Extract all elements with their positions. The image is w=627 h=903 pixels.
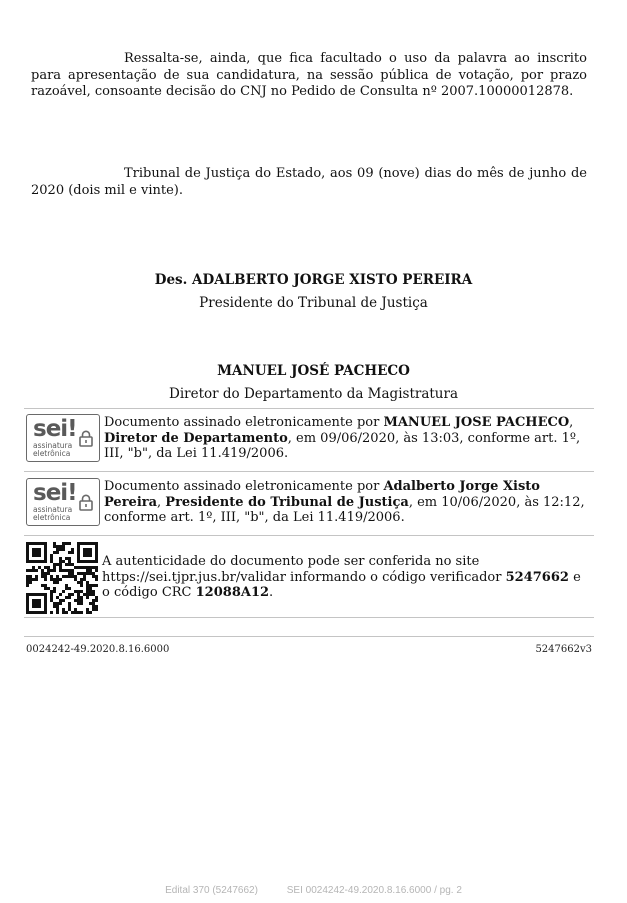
authenticity-text: A autenticidade do documento pode ser conferida no site https://sei.tjpr.jus.br/validar informando o código verificador 5247662 e o código CRC 12088A12.: [102, 554, 581, 600]
sei-logo-subtitle: assinatura eletrônica: [33, 441, 73, 458]
document-version: 5247662v3: [535, 644, 592, 655]
divider: [24, 535, 594, 536]
qr-code-icon: [26, 542, 98, 614]
verifier-code: 5247662: [505, 569, 569, 585]
signature-2-name: Adalberto Jorge Xisto Pereira: [104, 479, 540, 510]
page-footer-sei: SEI 0024242-49.2020.8.16.6000 / pg. 2: [286, 885, 462, 896]
signatory-2-role: Diretor do Departamento da Magistratura: [169, 386, 458, 402]
paragraph-2: Tribunal de Justiça do Estado, aos 09 (nove) dias do mês de junho de 2020 (dois mil e vinte).: [31, 166, 587, 198]
sei-logo-subtitle: assinatura eletrônica: [33, 505, 73, 522]
paragraph-1: Ressalta-se, ainda, que fica facultado o uso da palavra ao inscrito para apresentação de sua candidatura, na sessão pública de votação, por prazo razoável, consoante decisão do CNJ no Pedido de Consulta nº 2007.10000012878.: [31, 51, 587, 99]
signatory-1-role: Presidente do Tribunal de Justiça: [199, 295, 428, 311]
divider: [24, 617, 594, 618]
sei-logo-word: sei!: [33, 416, 77, 442]
divider: [24, 471, 594, 472]
signatory-1-name: Des. ADALBERTO JORGE XISTO PEREIRA: [154, 272, 473, 288]
signatory-2-name: MANUEL JOSÉ PACHECO: [217, 363, 410, 379]
divider: [24, 408, 594, 409]
page-footer-edital: Edital 370 (5247662): [165, 885, 258, 896]
lock-icon: [79, 494, 93, 511]
signature-1-role: Diretor de Departamento: [104, 430, 288, 446]
lock-icon: [79, 430, 93, 447]
signature-block-1: [26, 414, 592, 462]
signature-1-text: Documento assinado eletronicamente por MANUEL JOSE PACHECO, Diretor de Departamento, em 09/06/2020, às 13:03, conforme art. 1º, III, "b", da Lei 11.419/2006.: [104, 415, 581, 461]
sei-signature-logo: [26, 478, 100, 526]
signature-2-text: Documento assinado eletronicamente por Adalberto Jorge Xisto Pereira, Presidente do Tribunal de Justiça, em 10/06/2020, às 12:12, conforme art. 1º, III, "b", da Lei 11.419/2006.: [104, 479, 585, 525]
signature-block-2: [26, 478, 592, 526]
sei-logo-word: sei!: [33, 480, 77, 506]
signature-2-role: Presidente do Tribunal de Justiça: [165, 494, 409, 510]
divider: [24, 636, 594, 637]
sei-signature-logo: [26, 414, 100, 462]
signature-1-name: MANUEL JOSE PACHECO: [383, 415, 570, 430]
crc-code: 12088A12: [195, 585, 270, 600]
authenticity-block: [26, 542, 592, 614]
page-footer: [0, 885, 627, 896]
process-number: 0024242-49.2020.8.16.6000: [26, 644, 170, 655]
